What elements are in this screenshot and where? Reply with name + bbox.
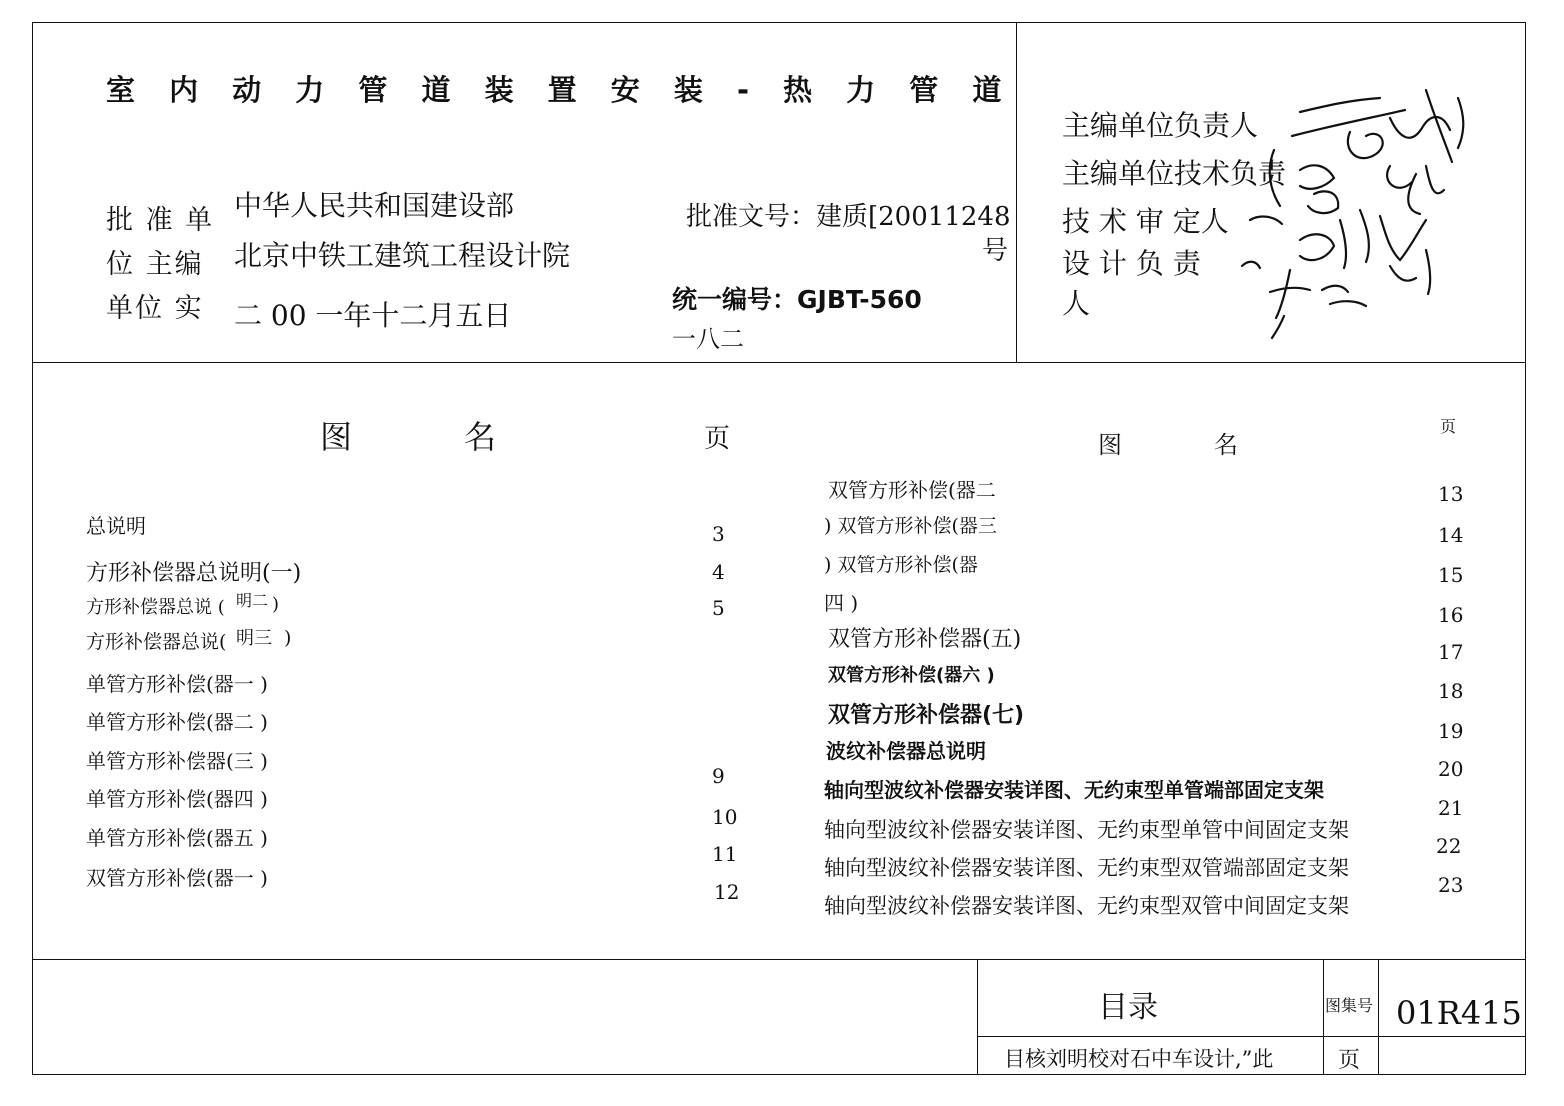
titleblock-mid-divider — [1323, 959, 1324, 1075]
toc-left-page: 4 — [712, 560, 725, 584]
toc-right-item: 双管方形补偿器(七) — [828, 703, 1025, 728]
resp-chief-unit: 主编单位负责人 — [1062, 109, 1259, 142]
toc-left-item: 单管方形补偿器(三 ) — [86, 749, 268, 773]
toc-left-item: 方形补偿器总说明(一) — [86, 561, 302, 586]
resp-tech-review: 技 术 审 定人 — [1062, 205, 1229, 238]
toc-right-item: 轴向型波纹补偿器安装详图、无约束型双管中间固定支架 — [824, 894, 1349, 918]
approval-doc-suffix: 号 — [982, 236, 1009, 266]
toc-right-page: 17 — [1438, 640, 1464, 664]
toc-right-name-1: 图 — [1098, 431, 1122, 459]
titleblock-right-divider — [1378, 959, 1379, 1075]
toc-right-page: 16 — [1438, 603, 1464, 627]
toc-left-name-1: 图 — [320, 418, 353, 456]
toc-left-page: 3 — [712, 522, 725, 546]
toc-right-item: ) 双管方形补偿(器 — [824, 554, 978, 576]
toc-right-item: 轴向型波纹补偿器安装详图、无约束型单管中间固定支架 — [824, 818, 1349, 842]
toc-left-page: 10 — [712, 805, 738, 829]
toc-right-page-header: 页 — [1440, 417, 1457, 436]
toc-left-page: 5 — [712, 596, 725, 620]
toc-left-item: 单管方形补偿(器五 ) — [86, 826, 268, 850]
toc-left-overlay: 明三 — [236, 628, 272, 649]
toc-right-item: 双管方形补偿器(五) — [828, 627, 1022, 652]
toc-right-name-2: 名 — [1214, 431, 1238, 459]
toc-left-item: 单管方形补偿(器二 ) — [86, 710, 268, 734]
toc-right-item: 波纹补偿器总说明 — [826, 739, 986, 763]
toc-left-page: 12 — [714, 880, 740, 904]
toc-left-page: 11 — [712, 842, 738, 866]
toc-left-overlay: 明二 — [236, 591, 269, 610]
toc-left-page: 9 — [712, 764, 725, 788]
toc-left-item: 单管方形补偿(器一 ) — [86, 672, 268, 696]
handwritten-signatures — [1230, 70, 1480, 350]
drawing-name: 目录 — [1098, 990, 1158, 1025]
toc-right-page: 22 — [1436, 834, 1462, 858]
resp-design-lead-cont: 人 — [1062, 287, 1091, 320]
titleblock-left-divider — [977, 959, 978, 1075]
toc-left-paren: ) — [272, 594, 280, 615]
toc-left-item: 总说明 — [86, 514, 146, 538]
implement-date-value: 二 00 一年十二月五日 — [234, 299, 512, 332]
resp-design-lead: 设 计 负 责 — [1062, 247, 1201, 280]
toc-right-page: 18 — [1438, 679, 1464, 703]
toc-right-item: ) 双管方形补偿(器三 — [824, 515, 997, 537]
titleblock-row-divider — [977, 1036, 1526, 1037]
unified-number: 统一编号：GJBT-560 — [672, 285, 922, 314]
toc-right-page: 19 — [1438, 719, 1464, 743]
toc-left-item: 单管方形补偿(器四 ) — [86, 787, 268, 811]
approval-doc-number: 批准文号：建质[20011248 — [686, 202, 1011, 232]
toc-right-item: 双管方形补偿(器二 — [828, 478, 996, 502]
unified-number-overflow: 一八二 — [672, 325, 744, 353]
editor-unit-value: 北京中铁工建筑工程设计院 — [234, 239, 571, 272]
label-editor-unit: 位 主编 — [106, 249, 204, 280]
page-label: 页 — [1338, 1048, 1361, 1073]
label-implement: 单位 实 — [106, 293, 204, 324]
signoff-row: 目核刘明校对石中车设计,”此 — [1004, 1047, 1274, 1071]
toc-right-page: 14 — [1438, 523, 1464, 547]
toc-right-page: 13 — [1438, 482, 1464, 506]
document-title: 室 内 动 力 管 道 装 置 安 装 - 热 力 管 道 — [106, 73, 1014, 107]
resp-chief-tech: 主编单位技术负责 — [1062, 157, 1287, 190]
toc-right-page: 23 — [1438, 873, 1464, 897]
toc-right-page: 20 — [1438, 757, 1464, 781]
header-divider — [32, 362, 1526, 363]
toc-right-page: 15 — [1438, 563, 1464, 587]
toc-right-item: 轴向型波纹补偿器安装详图、无约束型单管端部固定支架 — [824, 778, 1324, 802]
toc-left-item: 方形补偿器总说( — [86, 631, 227, 653]
toc-left-item: 双管方形补偿(器一 ) — [86, 866, 268, 890]
approval-unit-value: 中华人民共和国建设部 — [234, 189, 515, 222]
toc-right-item: 四 ) — [824, 591, 859, 615]
toc-left-item: 方形补偿器总说 ( — [86, 597, 225, 618]
toc-right-item: 双管方形补偿(器六 ) — [828, 665, 995, 686]
toc-left-name-2: 名 — [464, 418, 497, 456]
toc-right-page: 21 — [1438, 796, 1464, 820]
toc-left-paren: ) — [284, 627, 292, 649]
label-approval-unit: 批 准 单 — [106, 205, 215, 236]
toc-left-page-header: 页 — [704, 424, 731, 454]
atlas-number: 01R415 — [1396, 994, 1522, 1032]
atlas-number-label: 图集号 — [1325, 996, 1374, 1015]
header-vertical-divider — [1016, 22, 1017, 362]
footer-divider — [32, 959, 1526, 960]
toc-right-item: 轴向型波纹补偿器安装详图、无约束型双管端部固定支架 — [824, 856, 1349, 880]
